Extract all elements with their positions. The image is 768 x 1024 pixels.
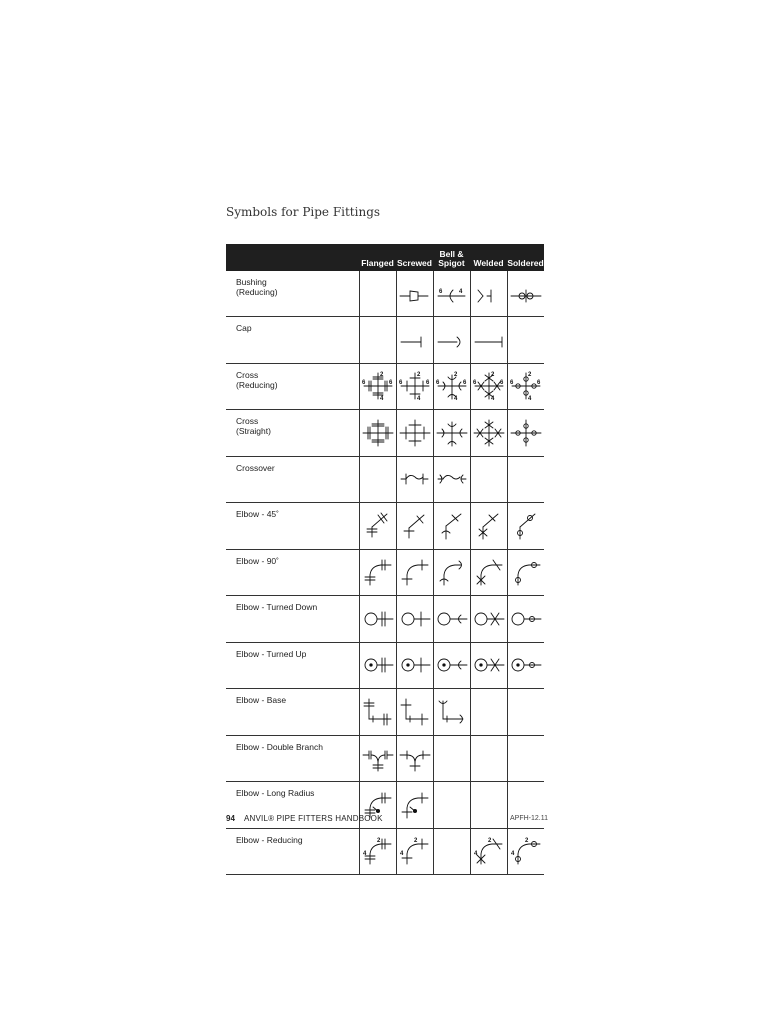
symbol-cell-flanged (359, 689, 396, 736)
svg-text:6: 6 (398, 380, 402, 387)
up-bell-symbol-icon (435, 650, 469, 680)
fitting-name-line2: (Reducing) (236, 379, 278, 390)
fitting-name (226, 503, 359, 550)
cross-soldered-symbol-icon (509, 418, 543, 448)
fitting-name-line1: Elbow - Long Radius (236, 788, 315, 798)
up-welded-symbol-icon (472, 650, 506, 680)
double-flanged-symbol-icon (361, 743, 395, 773)
cap-screwed-symbol-icon (398, 325, 432, 355)
svg-text:4: 4 (399, 851, 403, 858)
symbol-cell-welded (470, 271, 507, 317)
svg-text:4: 4 (490, 396, 494, 402)
symbol-cell-soldered (507, 735, 544, 782)
svg-text:6: 6 (435, 380, 439, 387)
symbol-cell-screwed (396, 642, 433, 689)
long-screwed-symbol-icon (398, 790, 432, 820)
symbol-cell-screwed (396, 410, 433, 457)
crossover-bell-symbol-icon (435, 464, 469, 494)
svg-text:6: 6 (472, 380, 476, 387)
base-screwed-symbol-icon (398, 697, 432, 727)
symbol-cell-flanged (359, 317, 396, 364)
symbol-cell-flanged (359, 828, 396, 875)
symbol-cell-screwed (396, 363, 433, 410)
symbol-cell-soldered (507, 596, 544, 643)
symbol-cell-bell-spigot (433, 828, 470, 875)
symbol-cell-flanged (359, 503, 396, 550)
elbow90-soldered-symbol-icon (509, 557, 543, 587)
svg-text:6: 6 (536, 380, 541, 387)
cross-welded-symbol-icon (472, 418, 506, 448)
elbow90-screwed-symbol-icon (398, 557, 432, 587)
svg-text:4: 4 (527, 396, 532, 402)
svg-text:6: 6 (425, 380, 429, 387)
symbol-cell-soldered (507, 317, 544, 364)
reducing-flanged-symbol-icon (361, 836, 395, 866)
base-bell-symbol-icon (435, 697, 469, 727)
symbol-cell-soldered (507, 363, 544, 410)
symbol-cell-flanged (359, 735, 396, 782)
svg-text:6: 6 (509, 380, 514, 387)
symbol-cell-flanged (359, 549, 396, 596)
table-row (226, 828, 544, 875)
fitting-name (226, 642, 359, 689)
table-row (226, 642, 544, 689)
elbow45-flanged-symbol-icon (361, 511, 395, 541)
fitting-name-line1: Elbow - 45˚ (236, 509, 279, 519)
table-row (226, 410, 544, 457)
symbol-cell-bell-spigot (433, 782, 470, 829)
svg-text:6: 6 (499, 380, 503, 387)
up-flanged-symbol-icon (361, 650, 395, 680)
header-screwed: Screwed (396, 244, 433, 271)
symbol-cell-screwed (396, 549, 433, 596)
symbol-cell-soldered (507, 410, 544, 457)
symbol-cell-flanged (359, 410, 396, 457)
symbol-cell-welded (470, 410, 507, 457)
cap-bell-symbol-icon (435, 325, 469, 355)
header-welded: Welded (470, 244, 507, 271)
page-number: 94 (226, 814, 235, 823)
elbow45-soldered-symbol-icon (509, 511, 543, 541)
fitting-name-line1: Elbow - Double Branch (236, 741, 323, 752)
down-welded-symbol-icon (472, 604, 506, 634)
fitting-name-line1: Elbow - Turned Down (236, 602, 318, 612)
cross-flanged-symbol-icon (361, 418, 395, 448)
svg-text:2: 2 (487, 838, 491, 845)
table-row (226, 549, 544, 596)
down-flanged-symbol-icon (361, 604, 395, 634)
symbol-cell-welded (470, 596, 507, 643)
reducing-welded-symbol-icon (472, 836, 506, 866)
symbol-cell-flanged (359, 271, 396, 317)
elbow90-welded-symbol-icon (472, 557, 506, 587)
down-screwed-symbol-icon (398, 604, 432, 634)
svg-text:2: 2 (413, 838, 417, 845)
svg-text:4: 4 (362, 851, 366, 858)
document-code: APFH-12.11 (510, 815, 548, 822)
cross-reducing-soldered-symbol-icon (509, 371, 543, 401)
down-bell-symbol-icon (435, 604, 469, 634)
elbow90-flanged-symbol-icon (361, 557, 395, 587)
fitting-name-line1: Elbow - 90˚ (236, 555, 279, 566)
symbol-cell-bell-spigot (433, 317, 470, 364)
fitting-name (226, 596, 359, 643)
page-title: Symbols for Pipe Fittings (226, 205, 381, 219)
symbol-cell-welded (470, 689, 507, 736)
symbol-cell-welded (470, 642, 507, 689)
symbol-cell-welded (470, 735, 507, 782)
fitting-name (226, 689, 359, 736)
down-soldered-symbol-icon (509, 604, 543, 634)
fitting-name (226, 363, 359, 410)
fitting-name (226, 735, 359, 782)
symbol-cell-screwed (396, 735, 433, 782)
header-soldered: Soldered (507, 244, 544, 271)
bushing-welded-symbol-icon (472, 279, 506, 309)
symbol-cell-screwed (396, 503, 433, 550)
svg-text:2: 2 (490, 372, 494, 379)
elbow45-welded-symbol-icon (472, 511, 506, 541)
svg-text:2: 2 (527, 372, 532, 379)
svg-text:2: 2 (453, 372, 457, 379)
svg-text:6: 6 (462, 380, 466, 387)
svg-text:4: 4 (416, 396, 420, 402)
elbow90-bell-symbol-icon (435, 557, 469, 587)
reducing-screwed-symbol-icon (398, 836, 432, 866)
symbol-cell-screwed (396, 782, 433, 829)
up-screwed-symbol-icon (398, 650, 432, 680)
fitting-name-line2: (Straight) (236, 426, 271, 436)
fitting-name-line1: Crossover (236, 462, 275, 473)
header-bell-spigot: Bell & Spigot (433, 244, 470, 271)
symbol-cell-bell-spigot (433, 642, 470, 689)
svg-text:4: 4 (510, 851, 515, 858)
symbol-cell-screwed (396, 689, 433, 736)
symbol-cell-screwed (396, 456, 433, 503)
symbol-cell-welded (470, 363, 507, 410)
symbol-cell-welded (470, 549, 507, 596)
symbol-cell-soldered (507, 271, 544, 317)
fitting-name-line1: Bushing (236, 277, 267, 287)
fitting-name-line1: Elbow - Turned Up (236, 648, 307, 659)
symbol-cell-soldered (507, 642, 544, 689)
fitting-name-line1: Cross (236, 416, 259, 426)
fitting-name-line1: Cross (236, 369, 259, 380)
symbol-cell-bell-spigot (433, 549, 470, 596)
svg-text:4: 4 (379, 396, 383, 402)
table-row (226, 317, 544, 364)
table-row (226, 503, 544, 550)
cross-reducing-welded-symbol-icon (472, 371, 506, 401)
fitting-name (226, 410, 359, 457)
cross-reducing-bell-symbol-icon (435, 371, 469, 401)
cross-reducing-screwed-symbol-icon (398, 371, 432, 401)
svg-text:2: 2 (524, 838, 529, 845)
header-blank (226, 244, 359, 271)
fitting-name-line2: (Reducing) (236, 287, 278, 297)
table-row (226, 735, 544, 782)
symbol-cell-flanged (359, 596, 396, 643)
fitting-name-line1: Elbow - Base (236, 695, 287, 705)
symbol-cell-welded (470, 456, 507, 503)
symbol-cell-soldered (507, 689, 544, 736)
reducing-soldered-symbol-icon (509, 836, 543, 866)
symbol-cell-soldered (507, 549, 544, 596)
symbol-cell-flanged (359, 363, 396, 410)
svg-text:6: 6 (438, 288, 442, 295)
bushing-screwed-symbol-icon (398, 279, 432, 309)
symbol-cell-bell-spigot (433, 735, 470, 782)
fitting-name-line1: Cap (236, 323, 252, 333)
svg-text:2: 2 (379, 372, 383, 379)
double-screwed-symbol-icon (398, 743, 432, 773)
elbow45-bell-symbol-icon (435, 511, 469, 541)
bushing-soldered-symbol-icon (509, 279, 543, 309)
symbol-cell-screwed (396, 271, 433, 317)
table-row (226, 363, 544, 410)
cross-screwed-symbol-icon (398, 418, 432, 448)
header-flanged: Flanged (359, 244, 396, 271)
symbol-cell-screwed (396, 317, 433, 364)
symbol-cell-welded (470, 828, 507, 875)
symbol-cell-welded (470, 503, 507, 550)
symbol-cell-bell-spigot (433, 689, 470, 736)
cross-reducing-flanged-symbol-icon (361, 371, 395, 401)
svg-text:2: 2 (416, 372, 420, 379)
symbol-cell-flanged (359, 456, 396, 503)
symbol-cell-bell-spigot (433, 456, 470, 503)
svg-text:2: 2 (376, 838, 380, 845)
symbol-cell-screwed (396, 828, 433, 875)
symbol-cell-welded (470, 782, 507, 829)
svg-text:6: 6 (388, 380, 392, 387)
cap-welded-symbol-icon (472, 325, 506, 355)
symbol-cell-welded (470, 317, 507, 364)
symbol-cell-soldered (507, 828, 544, 875)
table-row (226, 271, 544, 317)
symbol-cell-bell-spigot (433, 363, 470, 410)
symbols-table (226, 244, 544, 875)
fitting-name-line1: Elbow - Reducing (236, 834, 303, 845)
svg-text:6: 6 (361, 380, 365, 387)
fitting-name (226, 271, 359, 317)
fitting-name (226, 317, 359, 364)
symbol-cell-bell-spigot (433, 596, 470, 643)
table-row (226, 689, 544, 736)
table-header-row (226, 244, 544, 271)
symbol-cell-bell-spigot (433, 503, 470, 550)
symbol-cell-soldered (507, 456, 544, 503)
crossover-screwed-symbol-icon (398, 464, 432, 494)
fitting-name (226, 456, 359, 503)
symbol-cell-soldered (507, 503, 544, 550)
svg-text:4: 4 (453, 396, 457, 402)
base-flanged-symbol-icon (361, 697, 395, 727)
table-row (226, 456, 544, 503)
handbook-title: ANVIL® PIPE FITTERS HANDBOOK (244, 814, 383, 823)
symbol-cell-flanged (359, 642, 396, 689)
symbol-cell-screwed (396, 596, 433, 643)
table-row (226, 596, 544, 643)
up-soldered-symbol-icon (509, 650, 543, 680)
bushing-bell-symbol-icon (435, 279, 469, 309)
fitting-name (226, 828, 359, 875)
svg-text:4: 4 (473, 851, 477, 858)
cross-bell-symbol-icon (435, 418, 469, 448)
fitting-name (226, 549, 359, 596)
symbol-cell-bell-spigot (433, 271, 470, 317)
svg-text:4: 4 (458, 288, 462, 295)
elbow45-screwed-symbol-icon (398, 511, 432, 541)
symbol-cell-bell-spigot (433, 410, 470, 457)
